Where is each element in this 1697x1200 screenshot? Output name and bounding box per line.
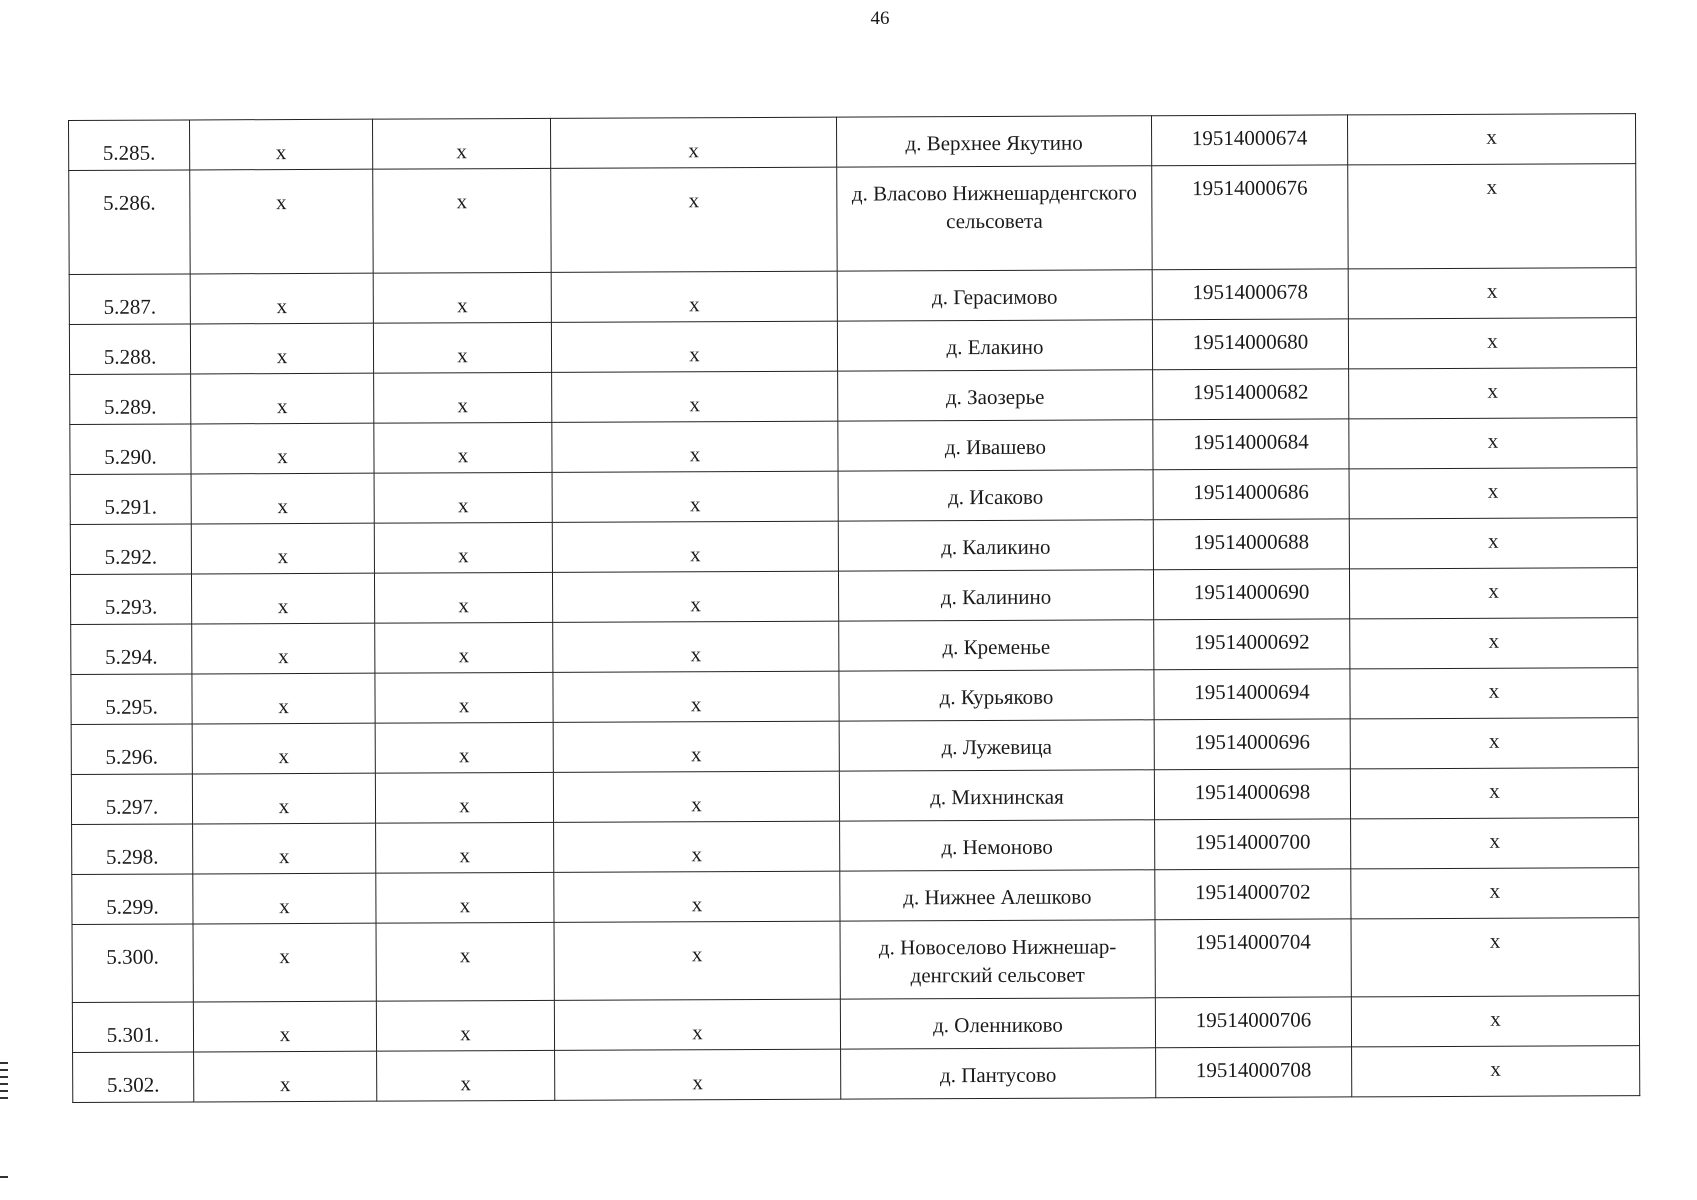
settlement-name-cell: д. Елакино bbox=[837, 320, 1152, 371]
mark-cell: x bbox=[1351, 868, 1639, 919]
table-row bbox=[69, 318, 1636, 375]
settlement-name-cell: д. Михнинская bbox=[839, 770, 1154, 821]
margin-mark bbox=[0, 1069, 8, 1071]
settlement-name-cell: д. Калинино bbox=[838, 570, 1153, 621]
mark-cell: x bbox=[1348, 268, 1636, 319]
table-row bbox=[69, 268, 1636, 325]
mark-cell: x bbox=[1350, 718, 1638, 769]
mark-cell: x bbox=[1349, 468, 1637, 519]
mark-cell: x bbox=[375, 772, 553, 823]
oktmo-code-cell: 19514000686 bbox=[1153, 469, 1349, 520]
table-row bbox=[69, 114, 1636, 171]
row-number-cell: 5.293. bbox=[70, 574, 191, 625]
table-row bbox=[71, 768, 1638, 825]
mark-cell: x bbox=[192, 723, 375, 774]
mark-cell: x bbox=[372, 118, 550, 169]
settlement-name-cell: д. Нижнее Алешково bbox=[840, 870, 1155, 921]
settlement-name-cell: д. Исаково bbox=[838, 470, 1153, 521]
mark-cell: x bbox=[374, 472, 552, 523]
row-number-cell: 5.290. bbox=[70, 424, 191, 475]
mark-cell: x bbox=[554, 921, 840, 1000]
mark-cell: x bbox=[551, 167, 837, 272]
mark-cell: x bbox=[375, 722, 553, 773]
oktmo-code-cell: 19514000706 bbox=[1155, 997, 1351, 1048]
mark-cell: x bbox=[374, 522, 552, 573]
oktmo-code-cell: 19514000708 bbox=[1156, 1047, 1352, 1098]
row-number-cell: 5.297. bbox=[71, 774, 192, 825]
table-body bbox=[69, 114, 1640, 1103]
table-row bbox=[72, 918, 1639, 1003]
oktmo-code-cell: 19514000680 bbox=[1152, 319, 1348, 370]
mark-cell: x bbox=[1349, 418, 1637, 469]
oktmo-code-cell: 19514000674 bbox=[1151, 115, 1347, 166]
mark-cell: x bbox=[191, 473, 374, 524]
table-row bbox=[70, 518, 1637, 575]
mark-cell: x bbox=[376, 922, 554, 1001]
row-number-cell: 5.300. bbox=[72, 924, 193, 1003]
row-number-cell: 5.291. bbox=[70, 474, 191, 525]
oktmo-code-cell: 19514000694 bbox=[1154, 669, 1350, 720]
mark-cell: x bbox=[375, 622, 553, 673]
settlement-name-cell: д. Лужевица bbox=[839, 720, 1154, 771]
mark-cell: x bbox=[190, 323, 373, 374]
row-number-cell: 5.299. bbox=[72, 874, 193, 925]
settlement-name-cell: д. Заозерье bbox=[838, 370, 1153, 421]
mark-cell: x bbox=[376, 822, 554, 873]
oktmo-code-cell: 19514000692 bbox=[1154, 619, 1350, 670]
mark-cell: x bbox=[373, 322, 551, 373]
mark-cell: x bbox=[1349, 518, 1637, 569]
mark-cell: x bbox=[1347, 114, 1635, 165]
mark-cell: x bbox=[192, 673, 375, 724]
mark-cell: x bbox=[1351, 818, 1639, 869]
row-number-cell: 5.288. bbox=[69, 324, 190, 375]
mark-cell: x bbox=[554, 871, 840, 922]
mark-cell: x bbox=[374, 572, 552, 623]
row-number-cell: 5.287. bbox=[69, 274, 190, 325]
mark-cell: x bbox=[373, 168, 551, 273]
settlements-table bbox=[68, 113, 1640, 1103]
mark-cell: x bbox=[550, 117, 836, 168]
mark-cell: x bbox=[191, 523, 374, 574]
oktmo-code-cell: 19514000700 bbox=[1155, 819, 1351, 870]
row-number-cell: 5.295. bbox=[71, 674, 192, 725]
mark-cell: x bbox=[554, 999, 840, 1050]
row-number-cell: 5.302. bbox=[73, 1052, 194, 1103]
mark-cell: x bbox=[1348, 164, 1636, 269]
mark-cell: x bbox=[194, 1051, 377, 1102]
oktmo-code-cell: 19514000690 bbox=[1153, 569, 1349, 620]
row-number-cell: 5.289. bbox=[70, 374, 191, 425]
table-row bbox=[70, 568, 1637, 625]
mark-cell: x bbox=[553, 721, 839, 772]
mark-cell: x bbox=[190, 119, 373, 170]
mark-cell: x bbox=[193, 823, 376, 874]
mark-cell: x bbox=[191, 573, 374, 624]
row-number-cell: 5.285. bbox=[69, 120, 190, 171]
mark-cell: x bbox=[1351, 918, 1639, 997]
oktmo-code-cell: 19514000684 bbox=[1153, 419, 1349, 470]
oktmo-code-cell: 19514000696 bbox=[1154, 719, 1350, 770]
mark-cell: x bbox=[1348, 318, 1636, 369]
row-number-cell: 5.298. bbox=[72, 824, 193, 875]
mark-cell: x bbox=[552, 571, 838, 622]
table-row bbox=[73, 1046, 1640, 1103]
settlement-name-cell: д. Власово Нижнешарденгского сельсовета bbox=[837, 166, 1152, 271]
table-row bbox=[71, 718, 1638, 775]
margin-mark bbox=[0, 1062, 8, 1064]
mark-cell: x bbox=[375, 672, 553, 723]
table-row bbox=[69, 164, 1636, 275]
mark-cell: x bbox=[554, 821, 840, 872]
mark-cell: x bbox=[374, 372, 552, 423]
table-row bbox=[72, 996, 1639, 1053]
mark-cell: x bbox=[191, 373, 374, 424]
oktmo-code-cell: 19514000698 bbox=[1154, 769, 1350, 820]
mark-cell: x bbox=[373, 272, 551, 323]
settlement-name-cell: д. Верхнее Якутино bbox=[836, 116, 1151, 167]
table-row bbox=[70, 468, 1637, 525]
mark-cell: x bbox=[553, 621, 839, 672]
row-number-cell: 5.296. bbox=[71, 724, 192, 775]
table-row bbox=[72, 818, 1639, 875]
row-number-cell: 5.286. bbox=[69, 170, 190, 275]
margin-mark bbox=[0, 1083, 8, 1085]
table-row bbox=[72, 868, 1639, 925]
oktmo-code-cell: 19514000688 bbox=[1153, 519, 1349, 570]
table-row bbox=[71, 618, 1638, 675]
settlement-name-cell: д. Новоселово Нижнешар-денгский сельсовет bbox=[840, 920, 1155, 999]
mark-cell: x bbox=[192, 623, 375, 674]
oktmo-code-cell: 19514000682 bbox=[1153, 369, 1349, 420]
mark-cell: x bbox=[553, 671, 839, 722]
mark-cell: x bbox=[552, 421, 838, 472]
settlement-name-cell: д. Герасимово bbox=[837, 270, 1152, 321]
margin-mark bbox=[0, 1097, 8, 1099]
settlement-name-cell: д. Оленниково bbox=[840, 998, 1155, 1049]
oktmo-code-cell: 19514000678 bbox=[1152, 269, 1348, 320]
table-row bbox=[70, 368, 1637, 425]
mark-cell: x bbox=[377, 1050, 555, 1101]
mark-cell: x bbox=[192, 773, 375, 824]
mark-cell: x bbox=[552, 471, 838, 522]
mark-cell: x bbox=[1351, 996, 1639, 1047]
oktmo-code-cell: 19514000702 bbox=[1155, 869, 1351, 920]
settlement-name-cell: д. Каликино bbox=[838, 520, 1153, 571]
settlement-name-cell: д. Кременье bbox=[839, 620, 1154, 671]
mark-cell: x bbox=[193, 923, 376, 1002]
mark-cell: x bbox=[551, 321, 837, 372]
mark-cell: x bbox=[190, 273, 373, 324]
margin-mark bbox=[0, 1090, 8, 1092]
mark-cell: x bbox=[552, 371, 838, 422]
row-number-cell: 5.292. bbox=[70, 524, 191, 575]
row-number-cell: 5.301. bbox=[72, 1002, 193, 1053]
mark-cell: x bbox=[191, 423, 374, 474]
margin-mark bbox=[0, 1176, 8, 1178]
settlement-name-cell: д. Немоново bbox=[840, 820, 1155, 871]
row-number-cell: 5.294. bbox=[71, 624, 192, 675]
mark-cell: x bbox=[551, 271, 837, 322]
settlement-name-cell: д. Пантусово bbox=[841, 1048, 1156, 1099]
mark-cell: x bbox=[193, 1001, 376, 1052]
mark-cell: x bbox=[376, 1000, 554, 1051]
mark-cell: x bbox=[1352, 1046, 1640, 1097]
oktmo-code-cell: 19514000704 bbox=[1155, 919, 1351, 998]
mark-cell: x bbox=[374, 422, 552, 473]
page-number: 46 bbox=[870, 8, 890, 29]
mark-cell: x bbox=[555, 1049, 841, 1100]
mark-cell: x bbox=[1349, 568, 1637, 619]
mark-cell: x bbox=[552, 521, 838, 572]
mark-cell: x bbox=[376, 872, 554, 923]
mark-cell: x bbox=[1349, 368, 1637, 419]
table-row bbox=[70, 418, 1637, 475]
mark-cell: x bbox=[193, 873, 376, 924]
mark-cell: x bbox=[190, 169, 373, 274]
oktmo-code-cell: 19514000676 bbox=[1152, 165, 1348, 270]
mark-cell: x bbox=[1350, 618, 1638, 669]
settlement-name-cell: д. Курьяково bbox=[839, 670, 1154, 721]
settlement-name-cell: д. Ивашево bbox=[838, 420, 1153, 471]
mark-cell: x bbox=[1350, 668, 1638, 719]
margin-mark bbox=[0, 1076, 8, 1078]
mark-cell: x bbox=[1350, 768, 1638, 819]
table-row bbox=[71, 668, 1638, 725]
mark-cell: x bbox=[553, 771, 839, 822]
